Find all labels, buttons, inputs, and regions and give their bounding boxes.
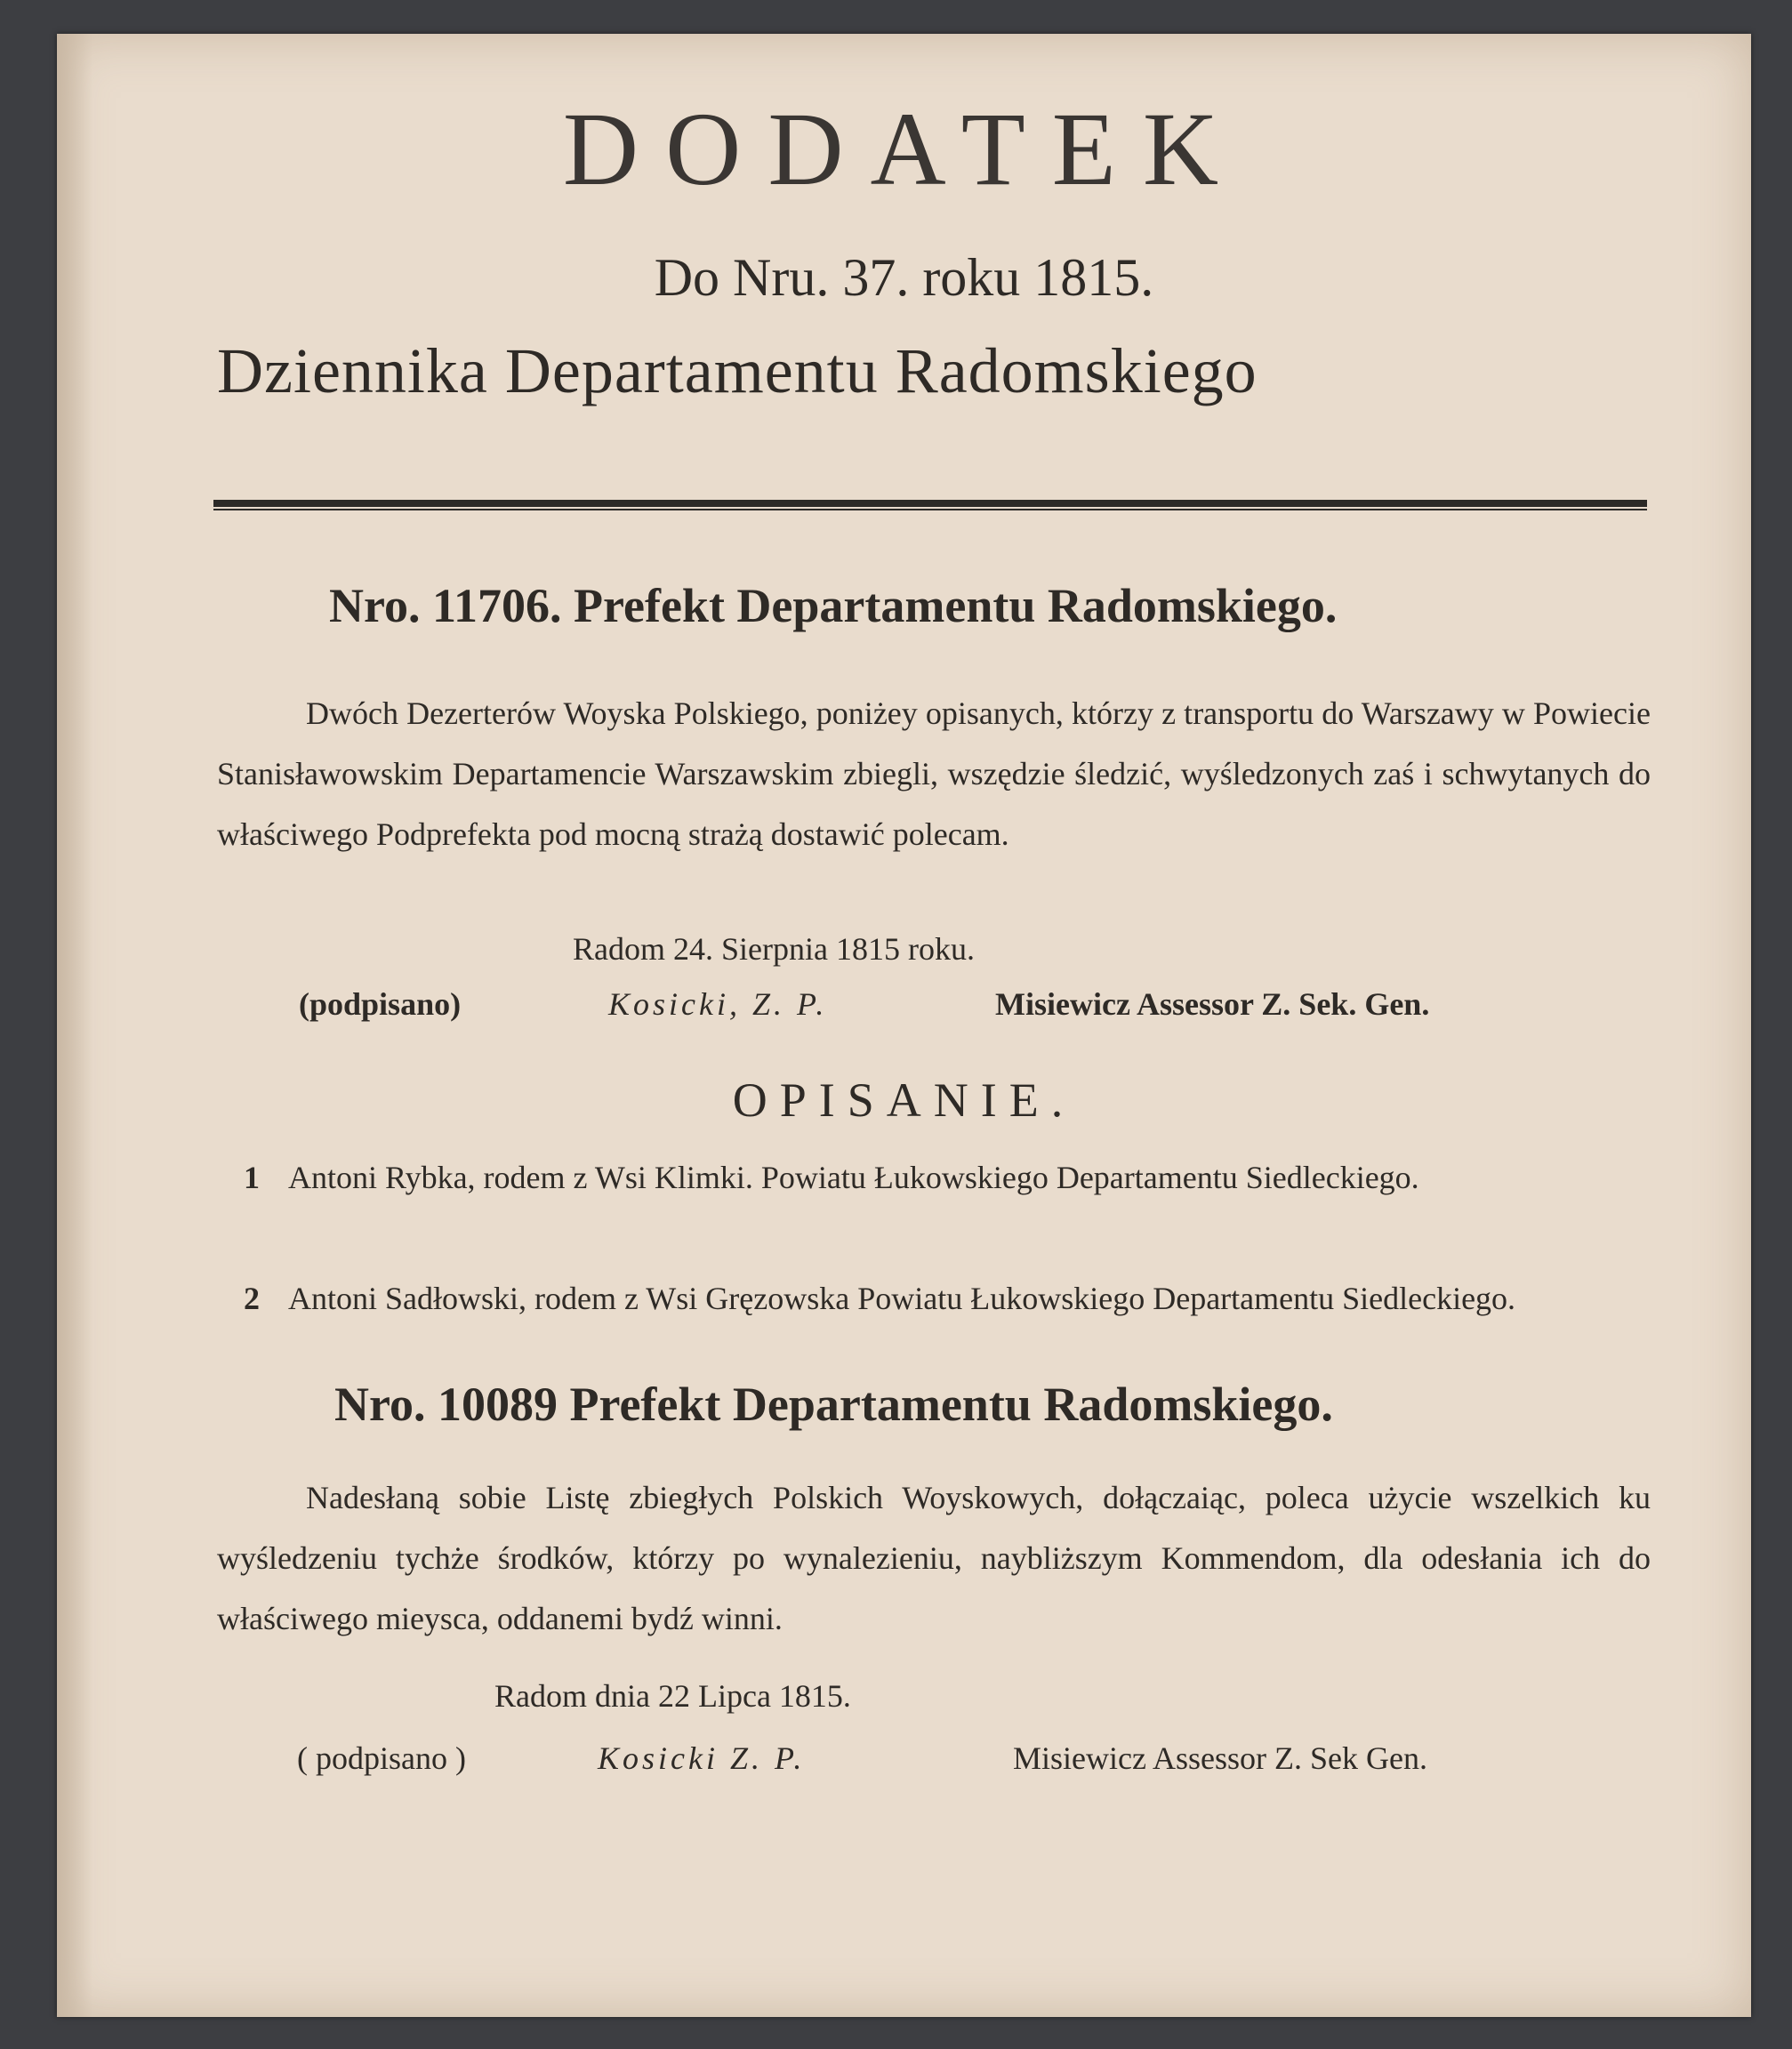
notice2-signed-label: ( podpisano ) (297, 1740, 466, 1776)
item-text: Antoni Rybka, rodem z Wsi Klimki. Powiatu Łukowskiego Departamentu Siedleckiego. (288, 1160, 1419, 1195)
item-number: 1 (244, 1160, 260, 1195)
journal-name: Dziennika Departamentu Radomskiego (217, 335, 1258, 406)
notice1-signed-label: (podpisano) (299, 986, 462, 1022)
item-number: 2 (244, 1281, 260, 1316)
description-heading: OPISANIE. (732, 1073, 1076, 1127)
document-page (57, 34, 1751, 2017)
notice2-heading: Nro. 10089 Prefekt Departamentu Radomskiego. (334, 1378, 1333, 1431)
issue-reference: Do Nru. 37. roku 1815. (654, 248, 1154, 307)
document-title: DODATEK (562, 91, 1246, 207)
notice2-body: Nadesłaną sobie Listę zbiegłych Polskich Woyskowych, dołączaiąc, poleca użycie wszelkich ku wyśledzeniu tychże środków, którzy po wynalezieniu, naybliższym Kommendom, dla odesłania ich do właściwego mieysca, oddanemi bydź winni. (217, 1480, 1651, 1636)
item-text: Antoni Sadłowski, rodem z Wsi Gręzowska Powiatu Łukowskiego Departamentu Siedleckiego. (288, 1281, 1516, 1316)
notice1-date: Radom 24. Sierpnia 1815 roku. (573, 931, 975, 967)
notice1-signature-assessor: Misiewicz Assessor Z. Sek. Gen. (995, 986, 1430, 1022)
description-item-2 (244, 1268, 1649, 1329)
description-item-1 (244, 1147, 1649, 1208)
notice1-body: Dwóch Dezerterów Woyska Polskiego, poniżey opisanych, którzy z transportu do Warszawy w Powiecie Stanisławowskim Departamencie Warszawskim zbiegli, wszędzie śledzić, wyśledzonych zaś i schwytanych do właściwego Podprefekta pod mocną strażą dostawić polecam. (217, 695, 1651, 852)
notice2-date: Radom dnia 22 Lipca 1815. (494, 1678, 851, 1714)
notice2-signature-prefect: Kosicki Z. P. (598, 1740, 806, 1776)
header-divider (213, 500, 1647, 510)
notice1-heading: Nro. 11706. Prefekt Departamentu Radomskiego. (329, 579, 1338, 632)
notice1-signature-prefect: Kosicki, Z. P. (608, 986, 828, 1022)
notice2-signature-assessor: Misiewicz Assessor Z. Sek Gen. (1013, 1740, 1427, 1776)
page-gutter-shadow (57, 34, 92, 2017)
